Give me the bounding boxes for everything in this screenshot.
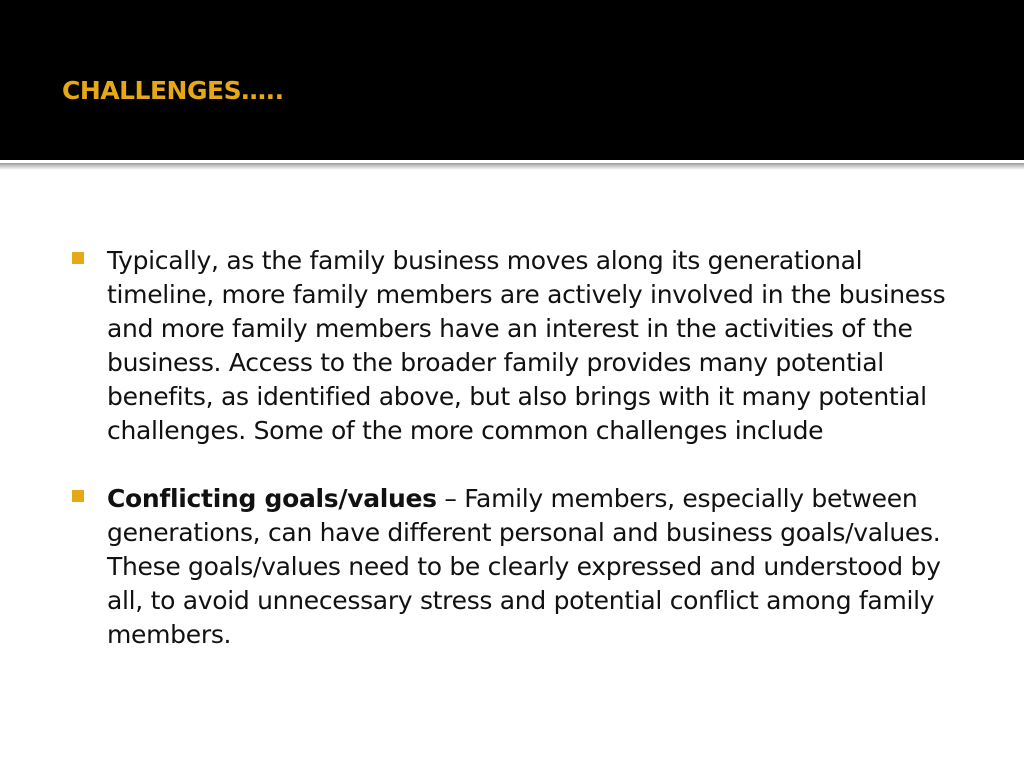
slide-title: CHALLENGES….. (62, 76, 284, 105)
title-divider (0, 160, 1024, 170)
bullet-item (72, 482, 972, 652)
square-bullet-icon (72, 490, 84, 502)
bullet-term: Conflicting goals/values (107, 484, 437, 513)
bullet-text: Typically, as the family business moves along its generational timeline, more family members are actively involved in the business and more family members have an interest in the activities of the business. Access to the broader family provides many potential benefits, as identified above, but also brings with it many potential challenges. Some of the more common challenges include (107, 246, 946, 445)
bullet-description: – Family members, especially between generations, can have different personal and business goals/values. These goals/values need to be clearly expressed and understood by all, to avoid unnecessary stress and potential conflict among family members. (107, 484, 941, 649)
bullet-list (72, 244, 972, 652)
bullet-text (107, 482, 972, 652)
bullet-item (72, 244, 972, 448)
title-band (0, 0, 1024, 160)
square-bullet-icon (72, 252, 84, 264)
